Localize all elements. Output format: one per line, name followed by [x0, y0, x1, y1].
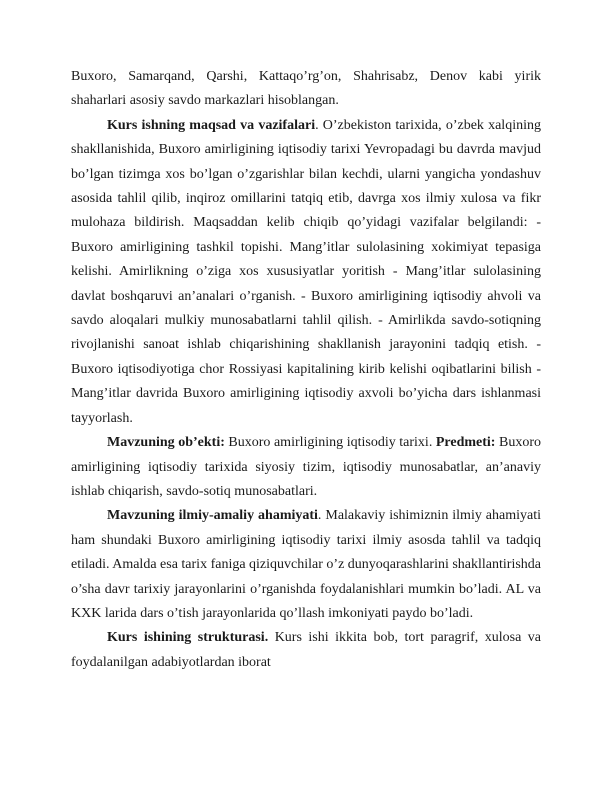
- heading-goals: Kurs ishning maqsad va vazifalari: [107, 117, 316, 133]
- heading-subject: Predmeti:: [435, 435, 496, 451]
- paragraph-text: . Malakaviy ishimiznin ilmiy ahamiyati ham shundaki Buxoro amirligining iqtisodiy tarixi ilmiy asosda tahlil va tadqiq etiladi. Amalda esa tarix faniga qiziquvchilar o’z dunyoqarashlarini shakllantirishda o’sha davr tarixiy jarayonlarini o’rganishda foydalanishlari mumkin bo’ladi. AL va KXK larida dars o’tish jarayonlarida qo’llash imkoniyati paydo bo’ladi.: [71, 508, 542, 621]
- paragraph-significance: [71, 504, 541, 626]
- heading-structure: Kurs ishining strukturasi.: [107, 630, 269, 646]
- heading-significance: Mavzuning ilmiy-amaliy ahamiyati: [107, 508, 318, 524]
- paragraph-text: Kurs ishi ikkita bob, tort paragrif, xulosa va foydalanilgan adabiyotlardan iborat: [71, 630, 541, 670]
- document-page: [71, 65, 541, 675]
- paragraph-text: Buxoro, Samarqand, Qarshi, Kattaqo’rg’on, Shahrisabz, Denov kabi yirik shaharlari asosiy savdo markazlari hisoblangan.: [71, 69, 541, 109]
- paragraph-text: Buxoro amirligining iqtisodiy tarixida siyosiy tizim, iqtisodiy munosabatlar, an’anaviy ishlab chiqarish, savdo-sotiq munosabatlari.: [71, 435, 542, 499]
- paragraph-intro-cities: [71, 65, 541, 114]
- paragraph-goals: [71, 114, 541, 431]
- paragraph-object: [71, 431, 541, 504]
- heading-object: Mavzuning ob’ekti:: [107, 435, 225, 451]
- paragraph-text: . O’zbekiston tarixida, o’zbek xalqining shakllanishida, Buxoro amirligining iqtisodiy tarixi Yevropadagi bu davrda mavjud bo’lgan tizimga xos bo’lgan o’zgarishlar bilan kechdi, ularni yangicha yondashuv asosida tahlil qilib, inqiroz omillarini tatqiq etib, davrga xos ilmiy xulosa va fikr mulohaza bildirish. Maqsaddan kelib chiqib qo’yidagi vazifalar belgilandi: - Buxoro amirligining tashkil topishi. Mang’itlar sulolasining xokimiyat tepasiga kelishi. Amirlikning o’ziga xos xususiyatlar yoritish - Mang’itlar sulolasining davlat boshqaruvi an’analari o’rganish. - Buxoro amirligining iqtisodiy ahvoli va savdo aloqalari mulkiy munosabatlarni tahlil qilish. - Amirlikda savdo-sotiqning rivojlanishi sanoat ishlab chiqarishining shakllanish jarayonini tadqiq etish. - Buxoro iqtisodiyotiga chor Rossiyasi kapitalining kirib kelishi oqibatlarini bilish - Mang’itlar davrida Buxoro amirligining iqtisodiy axvoli bo’yicha dars ishlanmasi tayyorlash.: [71, 117, 541, 426]
- paragraph-text: Buxoro amirligining iqtisodiy tarixi.: [224, 435, 436, 451]
- paragraph-structure: [71, 626, 541, 675]
